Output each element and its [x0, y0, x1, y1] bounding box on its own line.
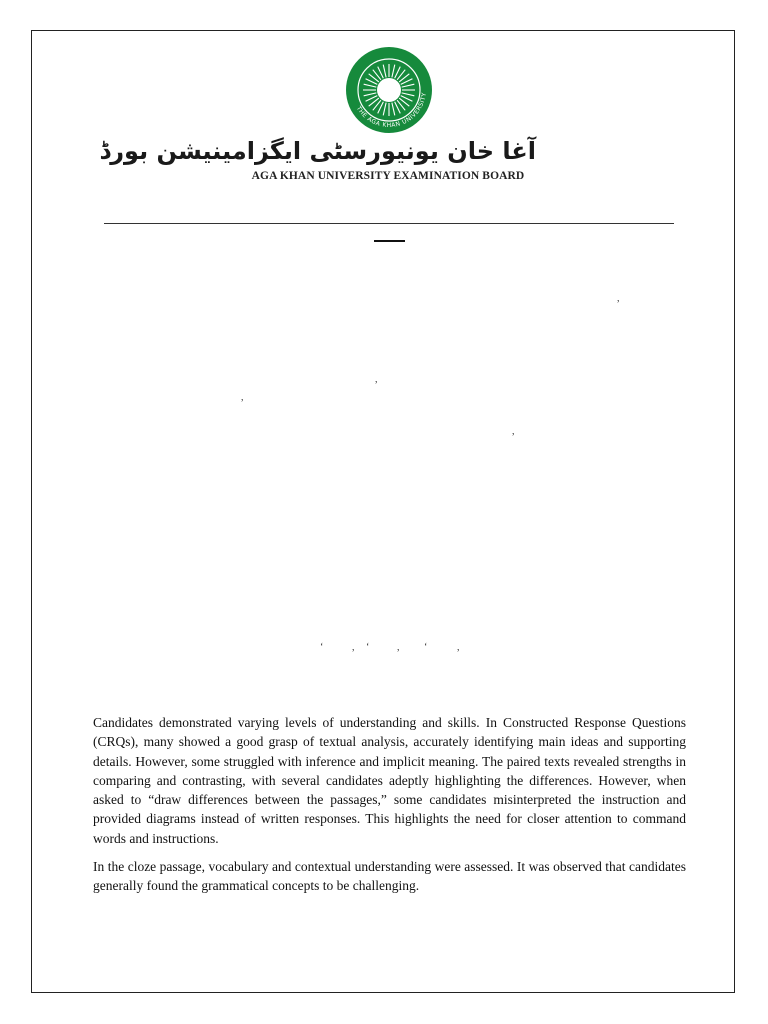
stray-mark: ,	[375, 374, 378, 385]
stray-mark: ,	[512, 426, 515, 437]
report-body	[93, 713, 686, 905]
stray-mark: ‘	[320, 642, 324, 653]
stray-mark: ,	[397, 642, 400, 653]
stray-mark: ,	[241, 392, 244, 403]
stray-mark: ,	[352, 642, 355, 653]
stray-mark: ,	[457, 642, 460, 653]
urdu-board-title: آغا خان یونیورسٹی ایگزامینیشن بورڈ	[99, 137, 536, 165]
stray-mark: ‘	[424, 642, 428, 653]
aga-khan-university-seal-icon	[346, 47, 432, 133]
title-underline	[374, 240, 405, 242]
stray-mark: ‘	[366, 642, 370, 653]
stray-mark: ,	[617, 293, 620, 304]
header-divider	[104, 223, 674, 224]
seal-ring-text: THE AGA KHAN UNIVERSITY	[354, 92, 428, 130]
paragraph-constructed-response: Candidates demonstrated varying levels of understanding and skills. In Constructed Response Questions (CRQs), many showed a good grasp of textual analysis, accurately identifying main ideas and supporting details. However, some struggled with inference and implicit meaning. The paired texts revealed strengths in comparing and contrasting, with several candidates adeptly highlighting the differences. However, when asked to “draw differences between the passages,” some candidates misinterpreted the instruction and provided diagrams instead of written responses. This highlights the need for closer attention to command words and instructions.	[93, 715, 686, 846]
paragraph-cloze-passage: In the cloze passage, vocabulary and contextual understanding were assessed. It was observed that candidates generally found the grammatical concepts to be challenging.	[93, 859, 686, 894]
board-name: AGA KHAN UNIVERSITY EXAMINATION BOARD	[251, 170, 525, 182]
